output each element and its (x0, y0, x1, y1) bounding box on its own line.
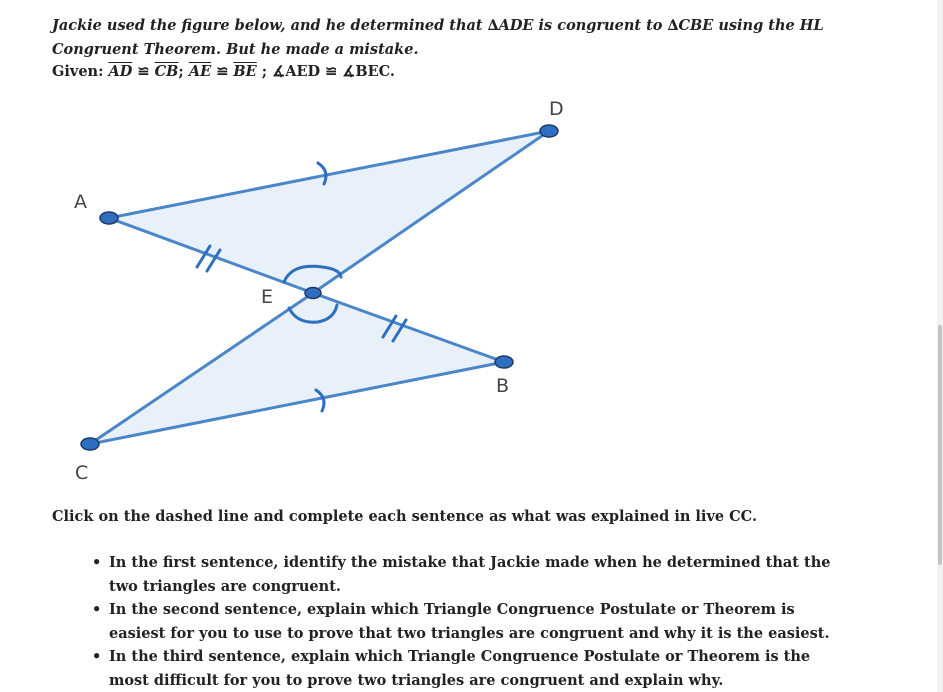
task-item-3: • In the third sentence, explain which Triangle Congruence Postulate or Theorem is the most difficult for you to prove two triangles are congruent and explain why. (109, 645, 844, 692)
intro-line-1: Jackie used the figure below, and he determined that ∆ADE is congruent to ∆CBE using the HL (52, 17, 824, 34)
segment-be: $\overline{BE}$ (233, 63, 257, 80)
instruction-text: Click on the dashed line and complete each sentence as what was explained in live CC. (52, 508, 758, 525)
intro-line-2: Congruent Theorem. But he made a mistake. (52, 41, 419, 58)
task-list (52, 551, 844, 692)
segment-ae: $\overline{AE}$ (188, 63, 212, 80)
point-e (305, 288, 321, 299)
point-c (81, 438, 99, 450)
point-b (495, 356, 513, 368)
given-label: Given: (52, 63, 104, 80)
scrollbar-thumb[interactable] (938, 325, 942, 565)
congruent-symbol-1: ≌ (137, 63, 150, 80)
label-d: D (549, 98, 564, 120)
task-item-1: • In the first sentence, identify the mistake that Jackie made when he determined that the two triangles are congruent. (109, 551, 844, 598)
triangle-figure (60, 95, 580, 490)
problem-intro (52, 14, 824, 62)
task-item-2: • In the second sentence, explain which Triangle Congruence Postulate or Theorem is easiest for you to use to prove that two triangles are congruent and why it is the easiest. (109, 598, 844, 645)
segment-ad: $\overline{AD}$ (108, 63, 133, 80)
point-a (100, 212, 118, 224)
label-c: C (75, 462, 89, 484)
given-angles: ; ∡AED ≌ ∡BEC. (261, 63, 395, 80)
label-e: E (261, 286, 274, 308)
vertical-scrollbar[interactable] (937, 0, 943, 692)
label-a: A (74, 191, 87, 213)
congruent-symbol-2: ≌ (216, 63, 229, 80)
label-b: B (496, 375, 510, 397)
given-statement (52, 63, 395, 80)
separator-1: ; (178, 63, 184, 80)
triangle-cbe (90, 293, 504, 444)
segment-cb: $\overline{CB}$ (154, 63, 179, 80)
point-d (540, 125, 558, 137)
